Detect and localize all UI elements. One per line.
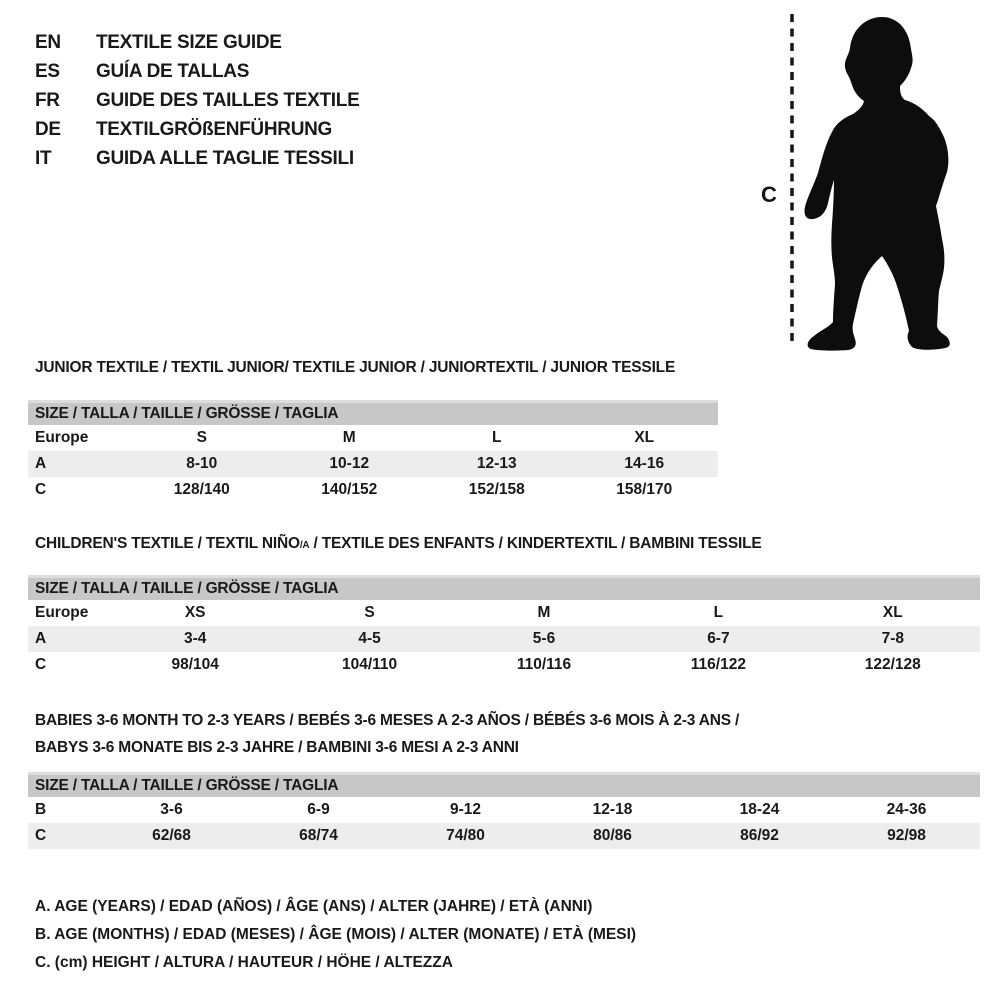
table-row-age-years [28,626,980,652]
table-row-europe [28,600,980,626]
height-cell: 128/140 [173,481,230,498]
size-header-bar: SIZE / TALLA / TAILLE / GRÖSSE / TAGLIA [28,575,980,600]
babies-section-title [35,707,739,761]
height-cell: 110/116 [516,656,572,673]
size-cell: L [492,429,502,446]
age-cell: 18-24 [739,801,780,818]
junior-size-table [28,400,718,503]
toddler-silhouette-path [804,17,949,351]
babies-title-line1: BABIES 3-6 MONTH TO 2-3 YEARS / BEBÉS 3-6 MESES A 2-3 AÑOS / BÉBÉS 3-6 MOIS À 2-3 ANS / [35,712,740,729]
language-list [35,28,359,173]
height-cell: 86/92 [740,827,779,844]
size-cell: XL [882,604,903,621]
babies-title-line2: BABYS 3-6 MONATE BIS 2-3 JAHRE / BAMBINI 3-6 MESI A 2-3 ANNI [35,739,519,756]
language-item-es [35,57,359,86]
language-item-en [35,28,359,57]
height-cell: 92/98 [887,827,926,844]
age-cell: 12-13 [476,455,517,472]
height-cell: 80/86 [593,827,632,844]
size-cell: S [364,604,375,621]
footnote-b: B. AGE (MONTHS) / EDAD (MESES) / ÂGE (MOIS) / ALTER (MONATE) / ETÀ (MESI) [35,926,637,943]
size-cell: M [537,604,551,621]
language-item-fr [35,86,359,115]
age-cell: 4-5 [358,630,381,647]
language-code: ES [35,60,60,82]
height-cell: 98/104 [171,656,219,673]
language-code: FR [35,89,60,111]
language-code: DE [35,118,61,140]
age-cell: 3-4 [183,630,207,647]
children-title-subscript: /A [299,540,310,551]
language-item-de [35,115,359,144]
size-cell: S [196,429,207,446]
children-title-text: / TEXTILE DES ENFANTS / KINDERTEXTIL / BAMBINI TESSILE [309,535,762,552]
babies-size-table [28,772,980,849]
row-label: Europe [35,429,89,446]
language-label: GUIDE DES TAILLES TEXTILE [96,89,360,111]
age-cell: 9-12 [449,801,482,818]
row-label: B [35,801,47,818]
row-label: A [35,455,47,472]
age-cell: 6-7 [707,630,730,647]
age-cell: 10-12 [329,455,370,472]
children-section-title [35,535,761,553]
age-cell: 14-16 [624,455,665,472]
height-cell: 158/170 [616,481,673,498]
height-cell: 122/128 [864,656,921,673]
height-measure-label: C [761,182,777,207]
row-label: Europe [35,604,89,621]
table-row-height-cm [28,477,718,503]
row-label: C [35,481,47,498]
size-cell: L [713,604,724,621]
language-label: GUÍA DE TALLAS [96,60,250,82]
junior-section-title: JUNIOR TEXTILE / TEXTIL JUNIOR/ TEXTILE JUNIOR / JUNIORTEXTIL / JUNIOR TESSILE [35,359,676,376]
language-code: IT [35,147,52,169]
height-measure-figure [745,5,980,360]
row-label: A [35,630,47,647]
age-cell: 7-8 [881,630,904,647]
language-code: EN [35,31,61,53]
children-title-text: CHILDREN'S TEXTILE / TEXTIL NIÑO [35,535,300,552]
age-cell: 6-9 [307,801,330,818]
table-row-age-months [28,797,980,823]
height-cell: 62/68 [152,827,191,844]
age-cell: 24-36 [886,801,927,818]
table-row-height-cm [28,652,980,678]
table-row-age-years [28,451,718,477]
age-cell: 3-6 [160,801,183,818]
height-cell: 104/110 [342,656,398,673]
size-cell: XS [184,604,206,621]
language-item-it [35,144,359,173]
row-label: C [35,656,47,673]
footnote-c: C. (cm) HEIGHT / ALTURA / HAUTEUR / HÖHE / ALTEZZA [35,954,453,971]
language-label: TEXTILE SIZE GUIDE [96,31,282,53]
language-label: TEXTILGRÖßENFÜHRUNG [96,118,333,140]
children-size-table [28,575,980,678]
height-cell: 74/80 [446,827,485,844]
age-cell: 5-6 [532,630,556,647]
language-label: GUIDA ALLE TAGLIE TESSILI [96,147,354,169]
size-cell: M [342,429,356,446]
row-label: C [35,827,47,844]
footnote-a: A. AGE (YEARS) / EDAD (AÑOS) / ÂGE (ANS) / ALTER (JAHRE) / ETÀ (ANNI) [35,898,593,915]
age-cell: 12-18 [592,801,633,818]
size-cell: XL [634,429,655,446]
height-cell: 140/152 [321,481,378,498]
age-cell: 8-10 [186,455,218,472]
size-header-bar: SIZE / TALLA / TAILLE / GRÖSSE / TAGLIA [28,400,718,425]
height-cell: 68/74 [299,827,338,844]
footnotes [35,893,636,977]
table-row-height-cm [28,823,980,849]
toddler-silhouette-icon [745,5,980,360]
height-cell: 116/122 [690,656,746,673]
table-row-europe [28,425,718,451]
height-cell: 152/158 [468,481,525,498]
size-header-bar: SIZE / TALLA / TAILLE / GRÖSSE / TAGLIA [28,772,980,797]
